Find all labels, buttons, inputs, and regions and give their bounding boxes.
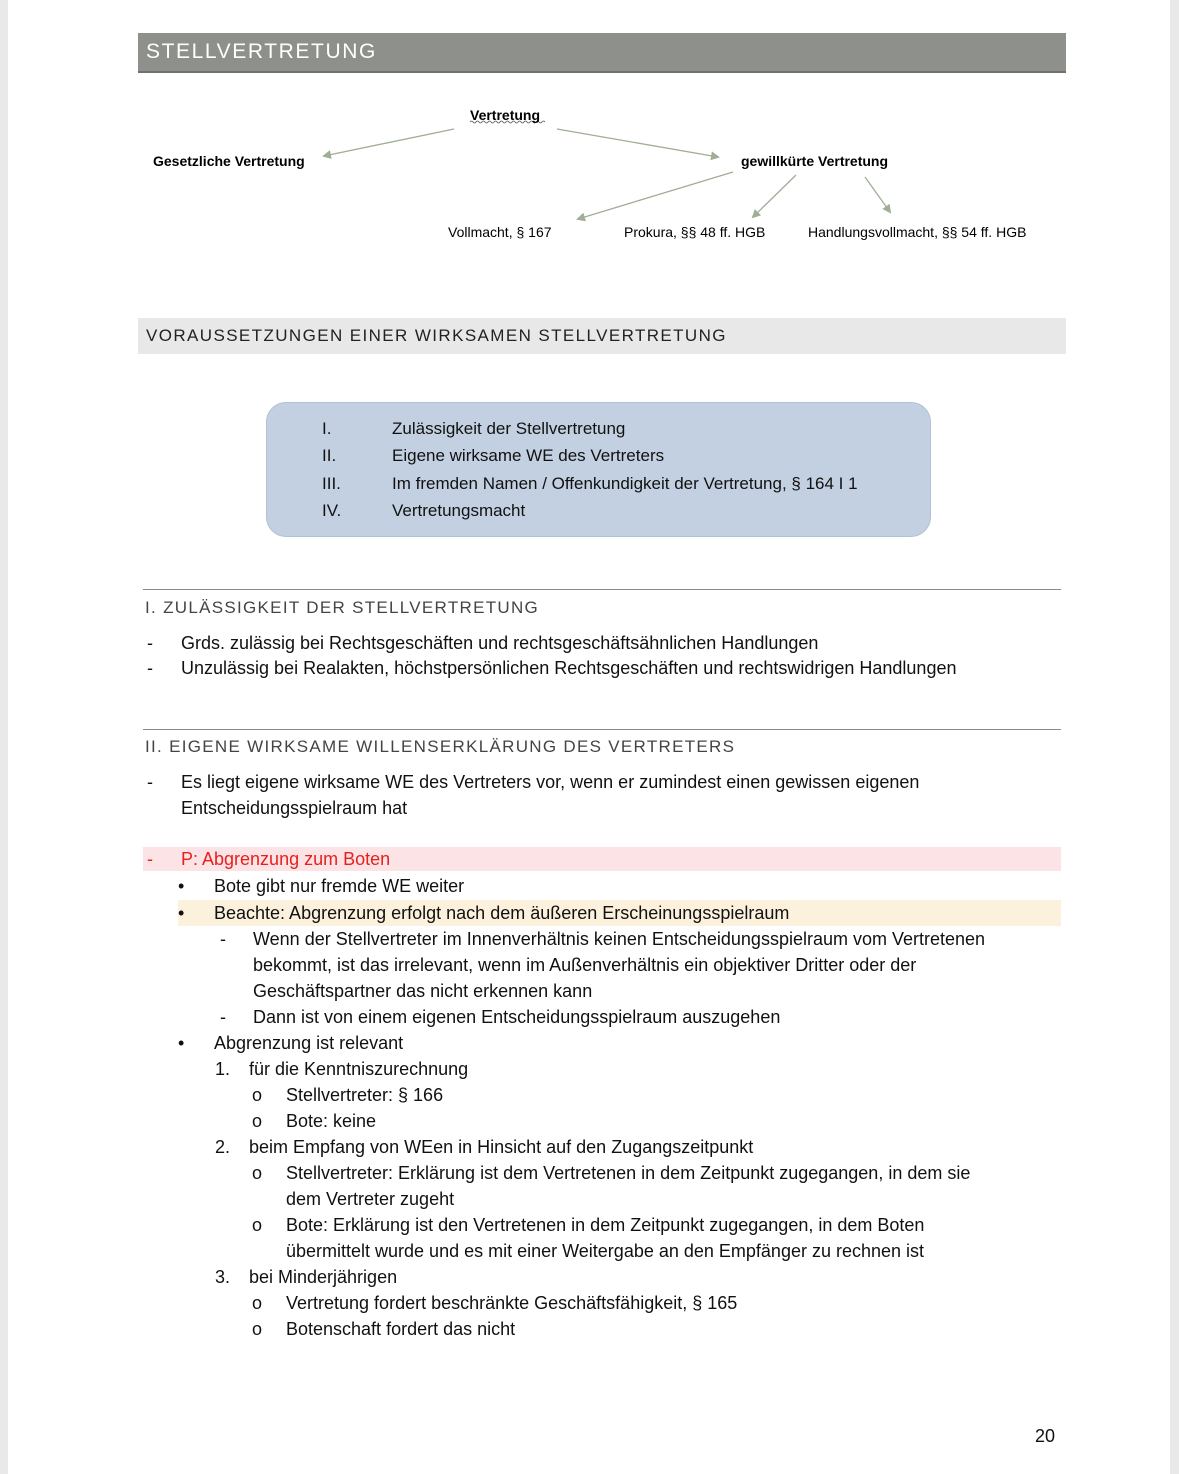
- bullet-marker: •: [178, 903, 185, 923]
- list-item: beim Empfang von WEen in Hinsicht auf den Zugangszeitpunkt: [249, 1137, 754, 1157]
- dash-marker: -: [220, 929, 226, 949]
- problem-title: P: Abgrenzung zum Boten: [181, 849, 391, 869]
- page-number: 20: [1035, 1426, 1056, 1446]
- list-item: Grds. zulässig bei Rechtsgeschäften und rechtsgeschäftsähnlichen Handlungen: [181, 633, 819, 653]
- dash-marker: -: [147, 849, 153, 869]
- list-item: Es liegt eigene wirksame WE des Vertreters vor, wenn er zumindest einen gewissen eigenen: [181, 772, 920, 792]
- dash-marker: -: [147, 658, 153, 678]
- list-item-cont: Geschäftspartner das nicht erkennen kann: [253, 981, 593, 1001]
- section1-title: I. ZULÄSSIGKEIT DER STELLVERTRETUNG: [145, 598, 540, 617]
- arrow-to-prokura: [753, 175, 796, 217]
- section2-title: II. EIGENE WIRKSAME WILLENSERKLÄRUNG DES VERTRETERS: [145, 737, 736, 756]
- list-item: Beachte: Abgrenzung erfolgt nach dem äußeren Erscheinungsspielraum: [214, 903, 790, 923]
- dash-marker: -: [147, 772, 153, 792]
- req-num: I.: [322, 419, 332, 438]
- arrow-to-handlungsvollmacht: [865, 177, 890, 212]
- req-text: Eigene wirksame WE des Vertreters: [392, 446, 665, 465]
- header-title: STELLVERTRETUNG: [146, 40, 377, 63]
- diagram-child-handlungsvollmacht: Handlungsvollmacht, §§ 54 ff. HGB: [808, 224, 1027, 240]
- req-num: III.: [322, 474, 341, 493]
- circle-marker: o: [252, 1085, 263, 1105]
- section-header-voraussetzungen: [138, 318, 1066, 354]
- header-title: VORAUSSETZUNGEN EINER WIRKSAMEN STELLVERTRETUNG: [146, 326, 727, 345]
- req-text: Vertretungsmacht: [392, 501, 526, 520]
- circle-marker: o: [252, 1293, 263, 1313]
- list-item: Bote: Erklärung ist den Vertretenen in dem Zeitpunkt zugegangen, in dem Boten: [286, 1215, 925, 1235]
- list-item: für die Kenntniszurechnung: [249, 1059, 469, 1079]
- divider: [143, 729, 1061, 730]
- bullet-marker: •: [178, 876, 185, 896]
- dash-marker: -: [220, 1007, 226, 1027]
- list-item: bei Minderjährigen: [249, 1267, 398, 1287]
- req-num: IV.: [322, 501, 342, 520]
- list-item: Stellvertreter: Erklärung ist dem Vertretenen in dem Zeitpunkt zugegangen, in dem sie: [286, 1163, 971, 1183]
- list-item-cont: übermittelt wurde und es mit einer Weitergabe an den Empfänger zu rechnen ist: [286, 1241, 925, 1261]
- document-page: [8, 0, 1170, 1474]
- arrow-to-vollmacht: [578, 172, 733, 219]
- req-num: II.: [322, 446, 337, 465]
- req-text: Zulässigkeit der Stellvertretung: [392, 419, 626, 438]
- list-item: Abgrenzung ist relevant: [214, 1033, 404, 1053]
- list-item: Dann ist von einem eigenen Entscheidungsspielraum auszugehen: [253, 1007, 781, 1027]
- diagram-arrows: [8, 0, 1170, 260]
- divider: [143, 589, 1061, 590]
- list-item: Bote: keine: [286, 1111, 377, 1131]
- arrow-to-gesetzliche: [324, 129, 454, 156]
- list-item: Wenn der Stellvertreter im Innenverhältnis keinen Entscheidungsspielraum vom Vertretenen: [253, 929, 986, 949]
- diagram-child-vollmacht: Vollmacht, § 167: [448, 224, 552, 240]
- req-text: Im fremden Namen / Offenkundigkeit der Vertretung, § 164 I 1: [392, 474, 858, 493]
- arrow-to-gewillkuerte: [557, 129, 718, 157]
- circle-marker: o: [252, 1111, 263, 1131]
- list-item: Botenschaft fordert das nicht: [286, 1319, 516, 1339]
- requirements-box: [266, 402, 931, 537]
- circle-marker: o: [252, 1319, 263, 1339]
- list-item: Stellvertreter: § 166: [286, 1085, 444, 1105]
- list-item-cont: bekommt, ist das irrelevant, wenn im Außenverhältnis ein objektiver Dritter oder der: [253, 955, 917, 975]
- number-marker: 1.: [215, 1059, 231, 1079]
- number-marker: 3.: [215, 1267, 231, 1287]
- diagram-left: Gesetzliche Vertretung: [153, 153, 305, 169]
- number-marker: 2.: [215, 1137, 231, 1157]
- list-item-cont: Entscheidungsspielraum hat: [181, 798, 408, 818]
- list-item: Unzulässig bei Realakten, höchstpersönlichen Rechtsgeschäften und rechtswidrigen Handlungen: [181, 658, 957, 678]
- bullet-marker: •: [178, 1033, 185, 1053]
- list-item: Bote gibt nur fremde WE weiter: [214, 876, 465, 896]
- diagram-right: gewillkürte Vertretung: [741, 153, 889, 169]
- dash-marker: -: [147, 633, 153, 653]
- circle-marker: o: [252, 1163, 263, 1183]
- circle-marker: o: [252, 1215, 263, 1235]
- list-item-cont: dem Vertreter zugeht: [286, 1189, 455, 1209]
- diagram-child-prokura: Prokura, §§ 48 ff. HGB: [624, 224, 766, 240]
- diagram-root: Vertretung: [470, 107, 541, 123]
- list-item: Vertretung fordert beschränkte Geschäftsfähigkeit, § 165: [286, 1293, 738, 1313]
